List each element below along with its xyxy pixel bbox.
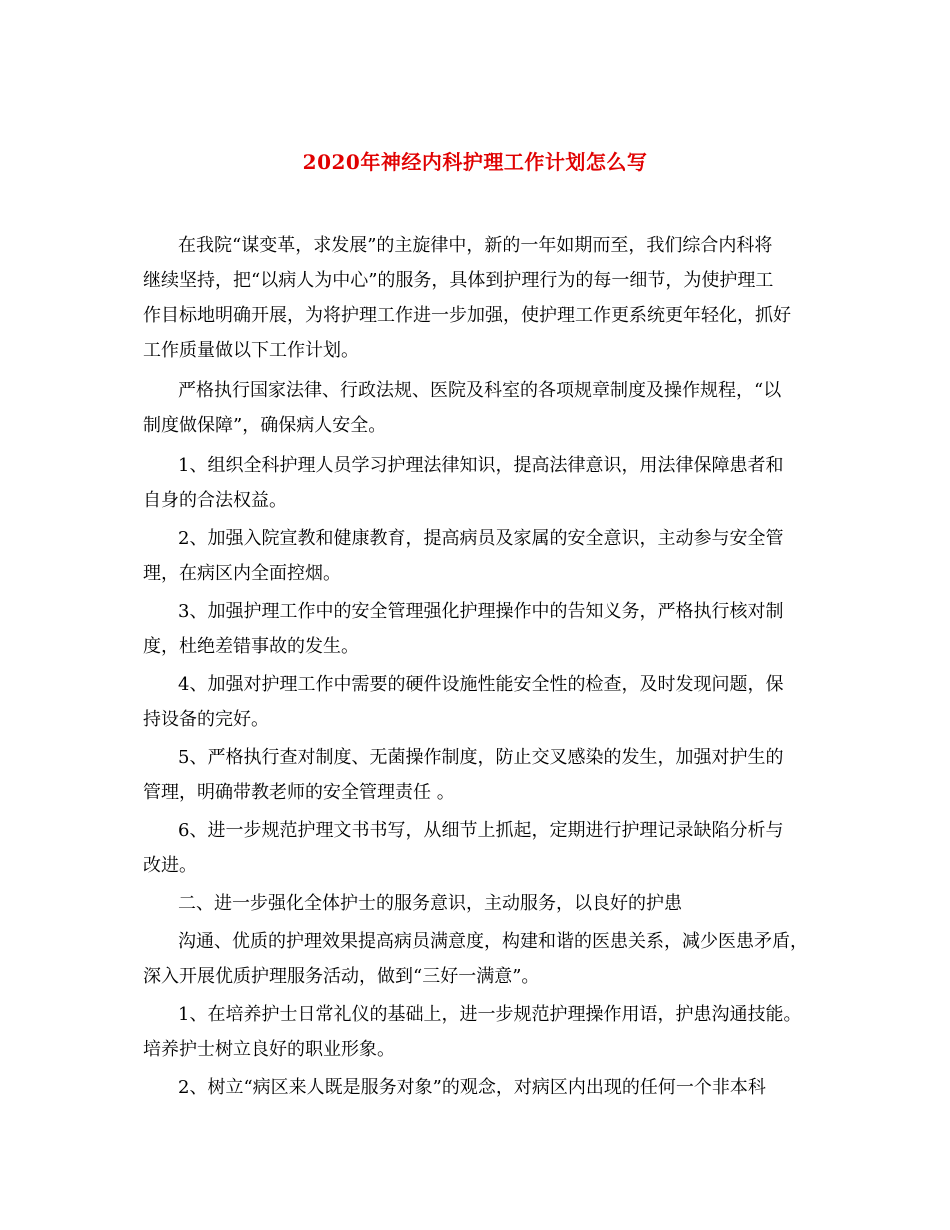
document-title: 2020年神经内科护理工作计划怎么写 (302, 150, 648, 174)
paragraph-line: 沟通、优质的护理效果提高病员满意度，构建和谐的医患关系，减少医患矛盾， (178, 931, 808, 952)
paragraph-line: 培养护士树立良好的职业形象。 (143, 1039, 395, 1060)
paragraph-line: 深入开展优质护理服务活动，做到“三好一满意”。 (143, 966, 540, 987)
section-heading-line: 二、进一步强化全体护士的服务意识，主动服务，以良好的护患 (178, 893, 682, 914)
paragraph-line: 6、进一步规范护理文书书写，从细节上抓起，定期进行护理记录缺陷分析与 (178, 820, 784, 841)
paragraph-line: 工作质量做以下工作计划。 (143, 340, 359, 361)
paragraph-line: 制度做保障”，确保病人安全。 (143, 415, 387, 436)
paragraph-line: 在我院“谋变革，求发展”的主旋律中，新的一年如期而至，我们综合内科将 (178, 235, 773, 256)
paragraph-line: 理，在病区内全面控烟。 (143, 563, 341, 584)
paragraph-line: 2、加强入院宣教和健康教育，提高病员及家属的安全意识，主动参与安全管 (178, 528, 784, 549)
paragraph-line: 5、严格执行查对制度、无菌操作制度，防止交叉感染的发生，加强对护生的 (178, 747, 784, 768)
paragraph-line: 改进。 (143, 855, 197, 876)
paragraph-line: 4、加强对护理工作中需要的硬件设施性能安全性的检查，及时发现问题，保 (178, 674, 784, 695)
paragraph-line: 严格执行国家法律、行政法规、医院及科室的各项规章制度及操作规程，“以 (178, 380, 782, 401)
paragraph-line: 持设备的完好。 (143, 709, 269, 730)
paragraph-line: 作目标地明确开展，为将护理工作进一步加强，使护理工作更系统更年轻化，抓好 (143, 305, 791, 326)
paragraph-line: 1、在培养护士日常礼仪的基础上，进一步规范护理操作用语，护患沟通技能。 (178, 1004, 802, 1025)
paragraph-line: 度，杜绝差错事故的发生。 (143, 636, 359, 657)
paragraph-line: 2、树立“病区来人既是服务对象”的观念，对病区内出现的任何一个非本科 (178, 1077, 766, 1098)
paragraph-line: 自身的合法权益。 (143, 490, 287, 511)
paragraph-line: 1、组织全科护理人员学习护理法律知识，提高法律意识，用法律保障患者和 (178, 455, 784, 476)
paragraph-line: 管理，明确带教老师的安全管理责任 。 (143, 782, 455, 803)
paragraph-line: 继续坚持，把“以病人为中心”的服务，具体到护理行为的每一细节，为使护理工 (143, 270, 774, 291)
paragraph-line: 3、加强护理工作中的安全管理强化护理操作中的告知义务，严格执行核对制 (178, 601, 784, 622)
